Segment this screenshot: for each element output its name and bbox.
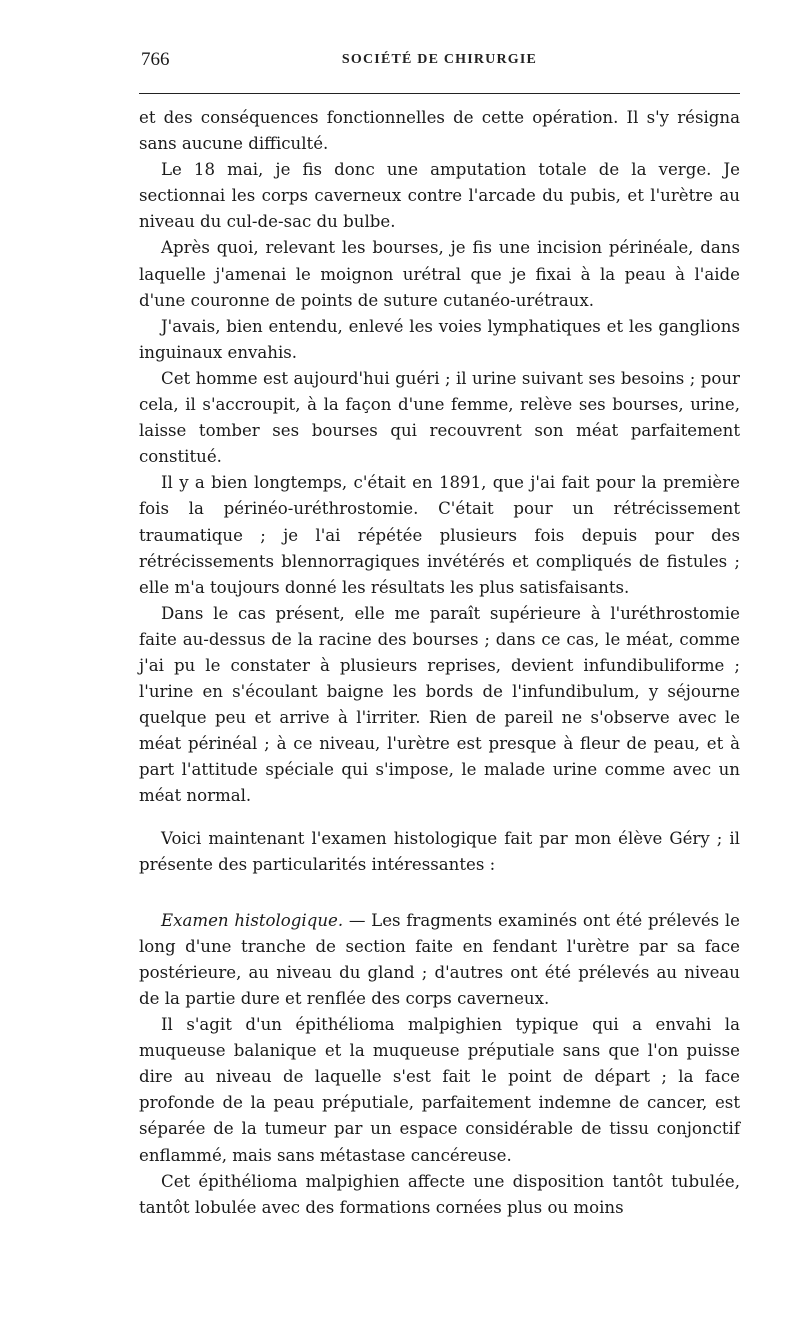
paragraph-incision: Après quoi, relevant les bourses, je fis une incision périnéale, dans laquelle j'amenai le moignon urétral que je fixai à la peau à l'aide d'une couronne de points de suture cutanéo-urétraux. [139, 238, 740, 310]
body-text [139, 105, 740, 1221]
paragraph-history: Il y a bien longtemps, c'était en 1891, que j'ai fait pour la première fois la périnéo-uréthrostomie. C'était pour un rétrécissement traumatique ; je l'ai répétée plusieurs fois depuis pour des rétrécissements blennorragiques invétérés et compliqués de fistules ; elle m'a toujours donné les résultats les plus satisfaisants. [139, 473, 740, 597]
paragraph-amputation: Le 18 mai, je fis donc une amputation totale de la verge. Je sectionnai les corps caverneux contre l'arcade du pubis, et l'urètre au niveau du cul-de-sac du bulbe. [139, 160, 740, 232]
paragraph-lymphatics: J'avais, bien entendu, enlevé les voies lymphatiques et les ganglions inguinaux envahis. [139, 316, 740, 362]
paragraph-recovery: Cet homme est aujourd'hui guéri ; il urine suivant ses besoins ; pour cela, il s'accroupit, à la façon d'une femme, relève ses bourses, urine, laisse tomber ses bourses qui recouvrent son méat parfaitement constitué. [139, 368, 740, 467]
paragraph-epithelioma: Il s'agit d'un épithélioma malpighien typique qui a envahi la muqueuse balanique et la muqueuse préputiale sans que l'on puisse dire au niveau de laquelle s'est fait le point de départ ; la face profonde de la peau préputiale, parfaitement indemne de cancer, est séparée de la tumeur par un espace considérable de tissu conjonctif enflammé, mais sans métastase cancéreuse. [139, 1015, 740, 1165]
paragraph-histology [139, 908, 740, 1012]
paragraph-comparison: Dans le cas présent, elle me paraît supérieure à l'uréthrostomie faite au-dessus de la racine des bourses ; dans ce cas, le méat, comme j'ai pu le constater à plusieurs reprises, devient infundibuliforme ; l'urine en s'écoulant baigne les bords de l'infundibulum, y séjourne quelque peu et arrive à l'irriter. Rien de pareil ne s'observe avec le méat périnéal ; à ce niveau, l'urètre est presque à fleur de peau, et à part l'attitude spéciale qui s'impose, le malade urine comme avec un méat normal. [139, 603, 740, 806]
paragraph-continuation: et des conséquences fonctionnelles de cette opération. Il s'y résigna sans aucune difficulté. [139, 108, 740, 154]
histology-lead: Examen histologique. [161, 910, 344, 930]
page-number: 766 [141, 49, 170, 70]
running-head: SOCIÉTÉ DE CHIRURGIE [341, 52, 538, 67]
page-header [139, 46, 740, 74]
histology-text: — Les fragments examinés ont été prélevés le long d'une tranche de section faite en fendant l'urètre par sa face postérieure, au niveau du gland ; d'autres ont été prélevés au niveau de la partie dure et renflée des corps caverneux. [139, 910, 741, 1008]
paragraph-disposition: Cet épithélioma malpighien affecte une disposition tantôt tubulée, tantôt lobulée avec des formations cornées plus ou moins [139, 1171, 740, 1217]
paragraph-intro-histology: Voici maintenant l'examen histologique fait par mon élève Géry ; il présente des particularités intéressantes : [139, 828, 740, 874]
header-rule [139, 93, 740, 94]
